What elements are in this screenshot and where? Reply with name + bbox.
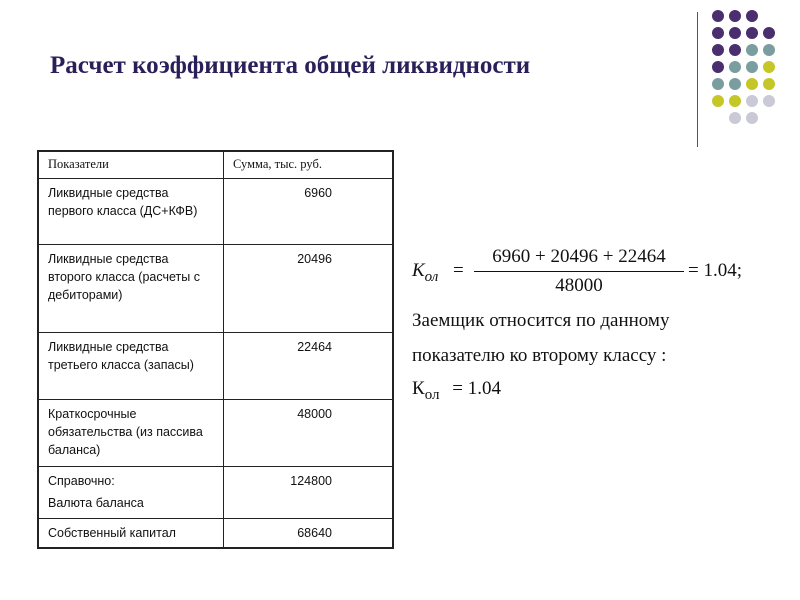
decor-dot (729, 78, 741, 90)
header-amount: Сумма, тыс. руб. (224, 151, 394, 179)
decor-dot (712, 78, 724, 90)
row-value: 48000 (224, 400, 394, 467)
decor-dot (729, 10, 741, 22)
decor-dot (763, 27, 775, 39)
row-label: Ликвидные средства третьего класса (запасы) (38, 333, 224, 400)
formula-fraction (474, 246, 684, 297)
header-indicators: Показатели (38, 151, 224, 179)
formula-equals: = (453, 260, 464, 281)
conclusion-result (412, 378, 501, 404)
formula-subscript: ол (424, 268, 439, 285)
conclusion-line-2: показателю ко второму классу : (412, 345, 667, 366)
result-value: = 1.04 (452, 378, 501, 399)
table-row (38, 179, 393, 245)
result-subscript: ол (424, 386, 440, 403)
row-label: Ликвидные средства второго класса (расчеты с дебиторами) (38, 245, 224, 333)
decor-dot (729, 112, 741, 124)
result-symbol: К (412, 378, 425, 399)
row-label: Краткосрочные обязательства (из пассива баланса) (38, 400, 224, 467)
decor-dot (729, 44, 741, 56)
table-header-row (38, 151, 393, 179)
table-row (38, 245, 393, 333)
row-label: Собственный капитал (38, 519, 224, 549)
table-row (38, 467, 393, 519)
decor-dot (712, 10, 724, 22)
decor-dot (729, 95, 741, 107)
decor-dot (712, 61, 724, 73)
row-value: 68640 (224, 519, 394, 549)
decor-dot (729, 27, 741, 39)
decor-dot-grid (707, 10, 787, 130)
fraction-bar (474, 271, 684, 272)
decor-dot (729, 61, 741, 73)
liquidity-table (37, 150, 394, 549)
decor-dot (746, 10, 758, 22)
decor-dot (763, 95, 775, 107)
decor-dot (746, 95, 758, 107)
decor-dot (746, 44, 758, 56)
decor-dot (712, 44, 724, 56)
formula-lhs (412, 260, 464, 286)
decor-dot (763, 78, 775, 90)
table-row (38, 333, 393, 400)
formula-symbol: К (412, 260, 425, 281)
row-value: 6960 (224, 179, 394, 245)
formula-denominator: 48000 (555, 275, 603, 296)
row-label (38, 467, 224, 519)
formula-numerator: 6960 + 20496 + 22464 (492, 246, 666, 267)
decor-dot (746, 78, 758, 90)
formula-result: = 1.04; (688, 260, 742, 281)
row-label: Ликвидные средства первого класса (ДС+КФВ) (38, 179, 224, 245)
decor-dot (712, 95, 724, 107)
decor-dot (746, 27, 758, 39)
decor-dot (746, 61, 758, 73)
decor-dot (746, 112, 758, 124)
decor-dot (763, 44, 775, 56)
row-label-line: Валюта баланса (48, 496, 144, 510)
table-row (38, 400, 393, 467)
conclusion-line-1: Заемщик относится по данному (412, 310, 670, 331)
decor-dot (712, 27, 724, 39)
row-value: 20496 (224, 245, 394, 333)
decor-dot (763, 61, 775, 73)
row-value: 124800 (224, 467, 394, 519)
row-value: 22464 (224, 333, 394, 400)
row-label-line: Справочно: (48, 474, 115, 488)
decor-vertical-line (697, 12, 698, 147)
slide-title: Расчет коэффициента общей ликвидности (50, 52, 531, 79)
table-row (38, 519, 393, 549)
